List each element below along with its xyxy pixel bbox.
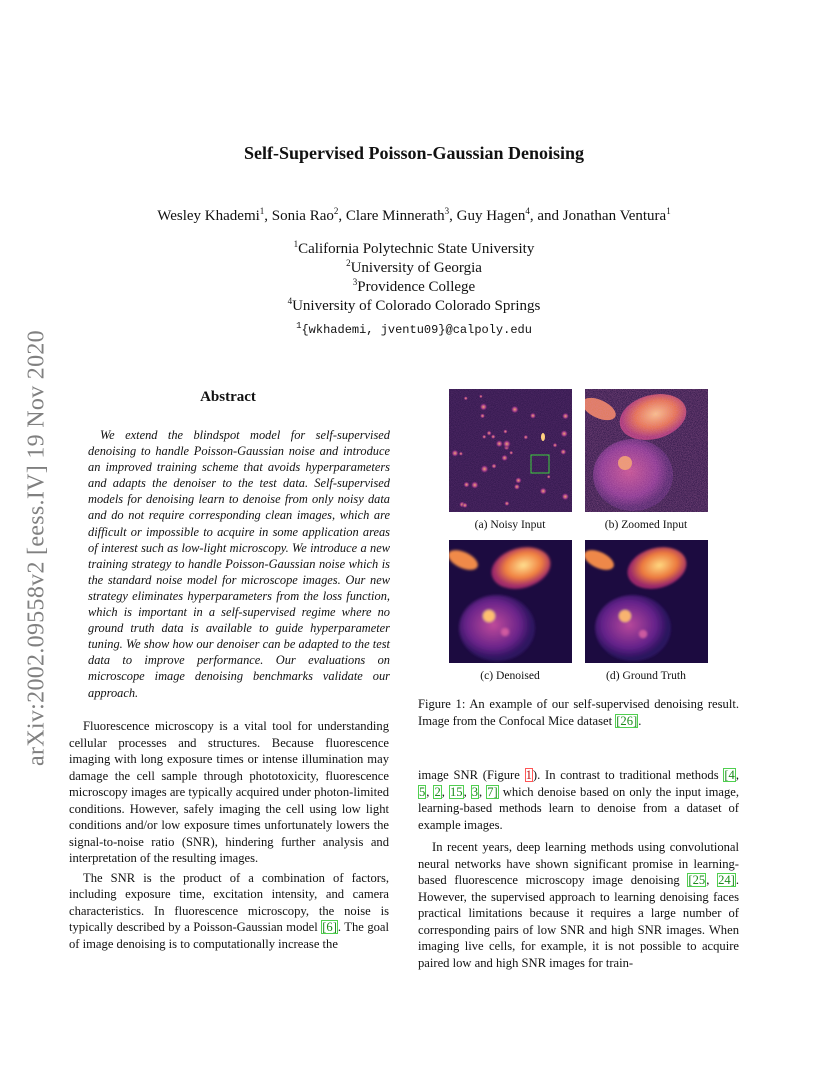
abstract-text: We extend the blindspot model for self-supervised denoising to handle Poisson-Gaussian noise and introduce an improved training scheme that avoids hyperparameters and adapts the denoiser to the test data. Self-supervised models for denoising learn to denoise from only noisy data and do not require corresponding clean images, which are difficult or impossible to acquire in some application areas of interest such as low-light microscopy. We introduce a new training strategy to handle Poisson-Gaussian noise which is the standard noise model for microscope images. Our new strategy eliminates hyperparameters from the loss function, which is important in a self-supervised regime where no ground truth data is available to guide hyperparameter tuning. We show how our denoiser can be adapted to the test data to improve performance. Our evaluations on microscope image denoising benchmarks validate our approach.	[88, 428, 390, 700]
citation-link[interactable]: [25	[688, 873, 706, 887]
citation-link[interactable]: [26]	[616, 713, 638, 728]
citation-group: [4, 5, 2, 15, 3, 7]	[419, 768, 739, 799]
subcaption-c: (c) Denoised	[480, 669, 540, 682]
cell-spot	[562, 412, 570, 420]
author-list: Wesley Khademi$^1$, Sonia Rao$^2$, Clare Minnerath$^3$, Guy Hagen$^4$, and Jonathan Ventura$^1$	[157, 206, 671, 224]
author-name: Wesley Khademi	[157, 208, 260, 224]
cell-spot	[471, 481, 480, 490]
figure-reference-link[interactable]: 1	[525, 768, 532, 782]
cell-spot	[560, 430, 568, 438]
intro-paragraph-4: In recent years, deep learning methods using convolutional neural networks have shown significant promise in learning-based fluorescence microscopy image denoising [25, 24]. However, the supervised approach to learning denoising faces practical limitations because it requires a large number of corresponding pairs of low SNR and high SNR images. When imaging live cells, for example, it is not possible to acquire paired low and high SNR images for train-	[418, 840, 740, 970]
subcaption-a: (a) Noisy Input	[474, 518, 546, 531]
cell-spot	[502, 439, 511, 448]
cell-spot	[480, 413, 486, 419]
cell-spot	[486, 430, 492, 436]
citation-link[interactable]: [4	[724, 768, 735, 782]
citation-link[interactable]: 2	[434, 784, 441, 799]
cell-spot	[463, 396, 468, 401]
citation-link[interactable]: 24]	[718, 873, 735, 887]
affiliation-4: $^4$University of Colorado Colorado Springs	[287, 296, 541, 314]
cell-spot	[503, 429, 508, 434]
author-name: Guy Hagen	[456, 208, 526, 224]
author-name: Jonathan Ventura	[562, 208, 667, 224]
subcaption-d: (d) Ground Truth	[606, 669, 686, 682]
author-name: Clare Minnerath	[345, 208, 445, 224]
citation-link[interactable]: 3	[471, 784, 479, 799]
cell-spot	[523, 435, 528, 440]
figure-panel-zoomed-input	[585, 389, 708, 512]
cell-spot	[509, 451, 514, 456]
citation-link[interactable]: [6]	[322, 920, 337, 934]
intro-paragraph-1: Fluorescence microscopy is a vital tool for understanding cellular processes and structures. Because fluorescence imaging with long exposure times or intense illumination may damage the cell sample through phototoxicity, fluorescence microscopy images are typically acquired under photon-limited conditions. However, safely imaging the cell using low light conditions and/or low exposure times unfortunately lowers the signal-to-noise ratio (SNR), hindering further analysis and interpretation of the resulting images.	[69, 719, 389, 865]
cell-spot	[462, 502, 468, 508]
figure-panel-ground-truth	[585, 540, 708, 663]
cell-spot	[547, 475, 551, 479]
bright-cell	[541, 433, 545, 441]
author-email: $^1${wkhademi, jventu09}@calpoly.edu	[296, 321, 532, 337]
cell-spot	[529, 412, 536, 419]
cell-spot	[515, 477, 522, 484]
author-name: Sonia Rao	[271, 208, 334, 224]
left-column-body	[69, 718, 389, 952]
affiliation-2: $^2$University of Georgia	[346, 258, 482, 276]
citation-group: [25, 24]	[688, 873, 735, 887]
cell-spot	[539, 487, 547, 495]
intro-paragraph-3: image SNR (Figure 1). In contrast to traditional methods [4, 5, 2, 15, 3, 7] which denoise based on only the input image, learning-based methods learn to denoise from a dataset of example images.	[418, 768, 740, 832]
citation-link[interactable]: 15	[449, 784, 463, 799]
figure-caption: Figure 1: An example of our self-supervised denoising result. Image from the Confocal Mice dataset [26].	[418, 697, 739, 728]
cell-spot	[480, 464, 489, 473]
figure-panel-denoised	[449, 540, 572, 663]
cell-spot	[513, 483, 520, 490]
cell-spot	[561, 492, 569, 500]
cell-spot	[510, 405, 519, 414]
cell-spot	[479, 394, 483, 398]
cell-spot	[495, 440, 503, 448]
cell-spot	[459, 451, 464, 456]
cell-spot	[482, 434, 487, 439]
cell-spot	[552, 443, 557, 448]
abstract-heading: Abstract	[200, 389, 256, 405]
intro-paragraph-2: The SNR is the product of a combination of factors, including exposure time, excitation intensity, and camera characteristics. In fluorescence microscopy, the noise is typically described by a Poisson-Gaussian model [6]. The goal of image denoising is to computationally increase the	[69, 870, 389, 951]
cell-spot	[479, 403, 488, 412]
citation-link[interactable]: 7]	[487, 784, 498, 799]
arxiv-identifier: arXiv:2002.09558v2 [eess.IV] 19 Nov 2020	[23, 330, 50, 766]
cell-spot	[504, 501, 510, 507]
cell-spot	[463, 481, 470, 488]
cell-spot	[451, 449, 459, 457]
cell-spot	[501, 454, 509, 462]
affiliation-1: $^1$California Polytechnic State University	[293, 239, 535, 257]
affiliation-3: $^3$Providence College	[352, 277, 476, 295]
paper-title: Self-Supervised Poisson-Gaussian Denoising	[243, 143, 585, 163]
cell-spot	[491, 463, 497, 469]
right-column-body	[418, 767, 739, 971]
cell-spot	[560, 448, 567, 455]
citation-link[interactable]: 5	[419, 784, 426, 799]
subcaption-b: (b) Zoomed Input	[604, 518, 688, 531]
figure-panel-noisy-input	[449, 389, 572, 512]
